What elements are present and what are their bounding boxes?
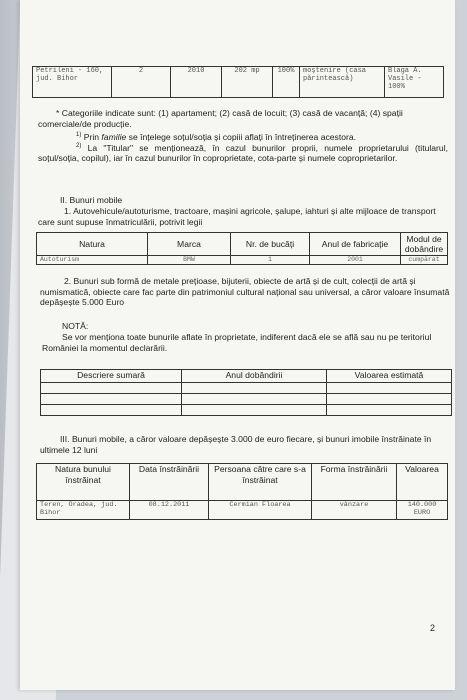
table-row	[41, 383, 452, 394]
table-cell: 2	[112, 67, 171, 98]
family-note-term: familie	[101, 131, 127, 142]
table-cell	[182, 405, 327, 416]
table-cell: 2010	[171, 67, 222, 98]
table-cell	[41, 394, 182, 405]
column-header: Anul de fabricație	[310, 233, 401, 256]
table-cell: vânzare	[312, 501, 397, 520]
categories-note: * Categoriile indicate sunt: (1) apartament; (2) casă de locuit; (3) casă de vacanță; (4) spații comerciale/de producție.	[38, 108, 403, 129]
document-page	[20, 0, 455, 690]
table-row	[33, 67, 444, 98]
column-header: Marca	[148, 233, 231, 256]
table-cell: 100%	[273, 67, 300, 98]
table-cell: cumpărat	[401, 256, 448, 265]
table-cell	[41, 383, 182, 394]
table-cell: Petrileni - 160, jud. Bihor	[33, 67, 112, 98]
table-header-row	[41, 370, 452, 383]
page-number: 2	[430, 623, 436, 633]
table-cell: 2001	[310, 256, 401, 265]
table-cell	[327, 394, 452, 405]
column-header: Valoarea	[397, 464, 448, 501]
table-header-row	[37, 464, 448, 501]
section2-item1: 1. Autovehicule/autoturisme, tractoare, mașini agricole, șalupe, iahturi și alte mijloace de transport care sunt supuse înmatriculării, potrivit legii	[38, 206, 436, 227]
table-row	[37, 256, 448, 265]
column-header: Forma înstrăinării	[312, 464, 397, 501]
table-cell: Teren, Oradea, jud. Bihor	[37, 501, 130, 520]
nota-title: NOTĂ:	[62, 321, 89, 331]
table-cell: 140.000 EURO	[397, 501, 448, 520]
table-cell: Blaga A. Vasile - 100%	[385, 67, 444, 98]
column-header: Persoana către care s-a înstrăinat	[209, 464, 312, 501]
column-header: Descriere sumară	[41, 370, 182, 383]
table-row	[37, 501, 448, 520]
valuables-table	[40, 369, 452, 416]
table-cell	[182, 383, 327, 394]
table-cell	[327, 383, 452, 394]
table-cell: BMW	[148, 256, 231, 265]
table-row	[41, 405, 452, 416]
column-header: Data înstrăinării	[130, 464, 209, 501]
family-note-pre: Prin	[83, 131, 100, 142]
column-header: Anul dobândirii	[182, 370, 327, 383]
real-estate-table	[32, 66, 444, 98]
table-cell: Autoturism	[37, 256, 148, 265]
nota-text: Se vor menționa toate bunurile aflate în proprietate, indiferent dacă ele se află sau nu pe teritoriul României la momentul declarării.	[42, 332, 432, 353]
titular-note	[38, 141, 448, 164]
column-header: Nr. de bucăți	[231, 233, 310, 256]
column-header: Natura	[37, 233, 148, 256]
table-row	[41, 394, 452, 405]
column-header: Valoarea estimată	[327, 370, 452, 383]
table-header-row	[37, 233, 448, 256]
section3-heading: III. Bunuri mobile, a căror valoare depășește 3.000 de euro fiecare, și bunuri imobile înstrăinate în ultimele 12 luni	[40, 434, 432, 455]
family-note-post: se înțelege soțul/soția și copiii aflați în întreținerea acestora.	[128, 131, 357, 142]
alienated-assets-table	[36, 463, 448, 520]
table-cell	[182, 394, 327, 405]
column-header: Natura bunului înstrăinat	[37, 464, 130, 501]
table-cell: Cermian Floarea	[209, 501, 312, 520]
table-cell: 08.12.2011	[130, 501, 209, 520]
section2-heading: II. Bunuri mobile	[60, 195, 123, 205]
table-cell: moștenire (casa părintească)	[300, 67, 385, 98]
section2-item2: 2. Bunuri sub formă de metale prețioase, bijuterii, obiecte de artă și de cult, colecții de artă și numismatică, obiecte care fac parte din patrimoniul cultural național sau universal, a căror valoare însumată depășește 5.000 Euro	[40, 276, 450, 307]
vehicle-table	[36, 232, 448, 265]
table-cell: 1	[231, 256, 310, 265]
footnote-marker: 1)	[76, 132, 82, 138]
table-cell	[327, 405, 452, 416]
table-cell: 202 mp	[222, 67, 273, 98]
footnote-marker: 2)	[76, 143, 82, 149]
column-header: Modul de dobândire	[401, 233, 448, 256]
table-cell	[41, 405, 182, 416]
titular-note-text: La "Titular" se menționează, în cazul bunurilor proprii, numele proprietarului (titularul, soțul/soția, copilul), iar în cazul bunurilor în coproprietate, cota-parte și numele coproprietarilor.	[38, 142, 448, 164]
